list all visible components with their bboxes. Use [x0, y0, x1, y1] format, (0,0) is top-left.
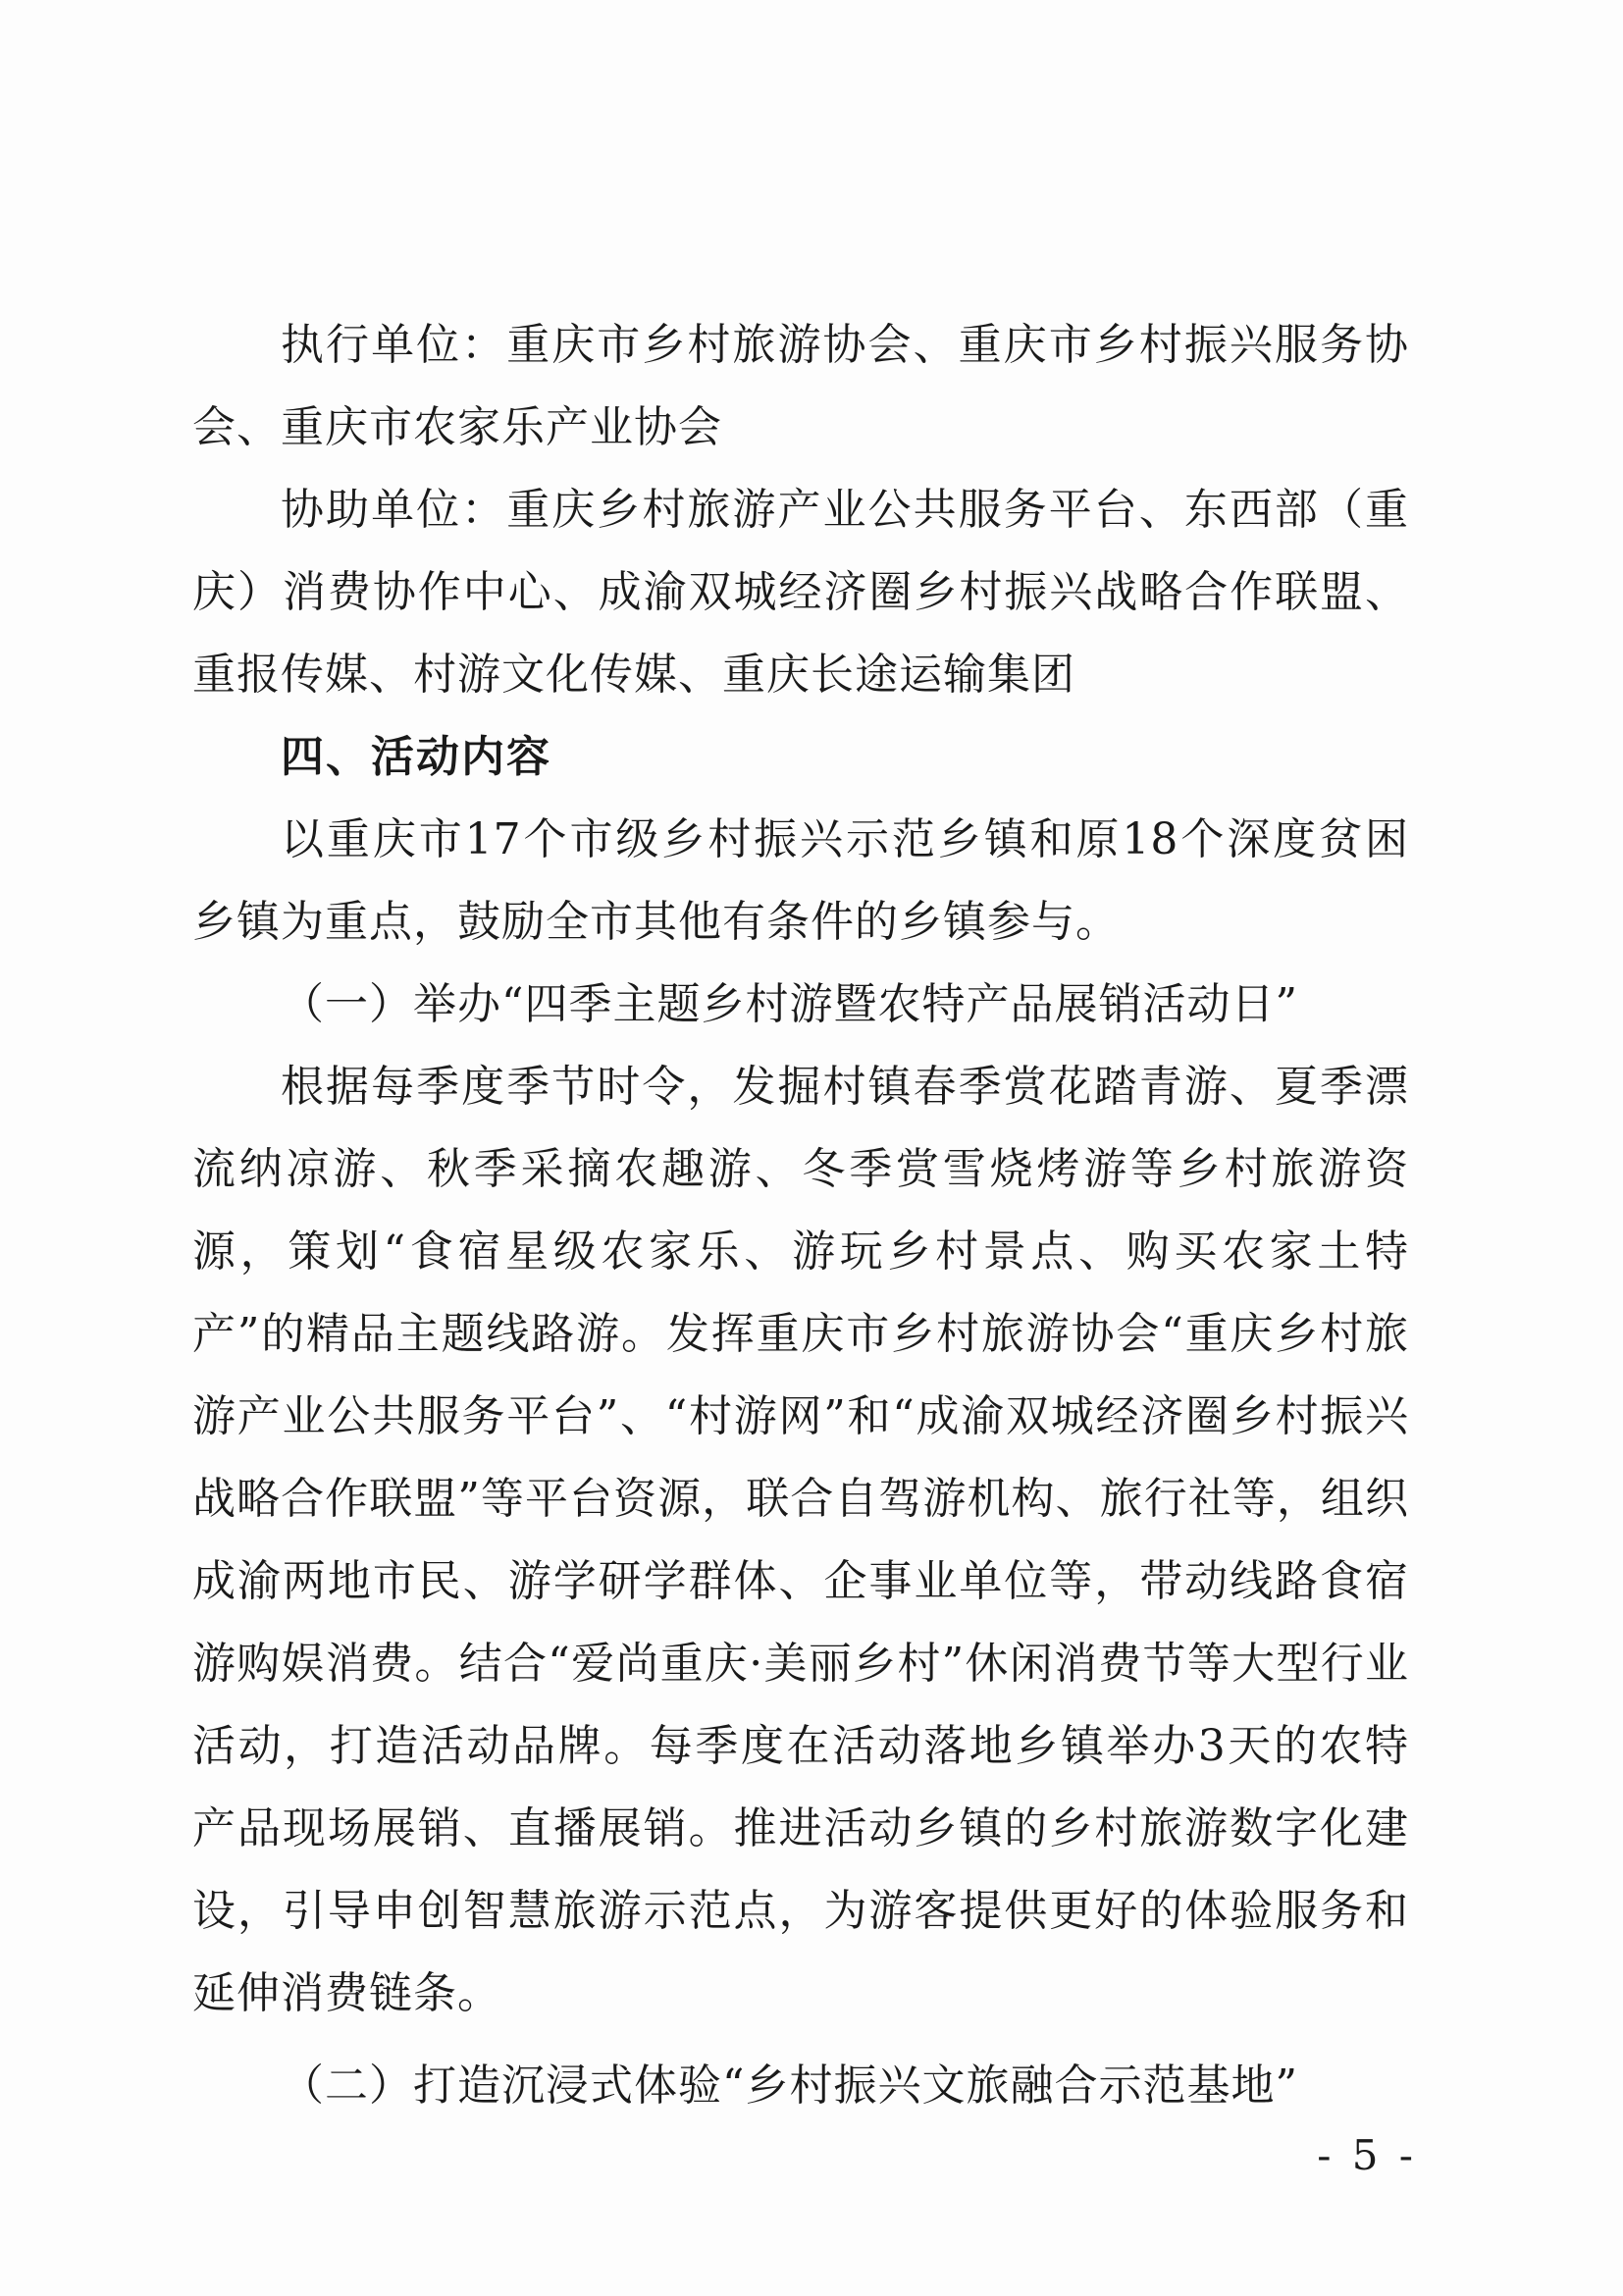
- subsection-heading-1: （一）举办“四季主题乡村游暨农特产品展销活动日”: [281, 979, 1298, 1029]
- subsection-heading-2: （二）打造沉浸式体验“乡村振兴文旅融合示范基地”: [281, 2061, 1298, 2111]
- assisting-units-paragraph: 协助单位：重庆乡村旅游产业公共服务平台、东西部（重庆）消费协作中心、成渝双城经济圈乡村振兴战略合作联盟、重报传媒、村游文化传媒、重庆长途运输集团: [192, 485, 1409, 700]
- executing-units-paragraph: 执行单位：重庆市乡村旅游协会、重庆市乡村振兴服务协会、重庆市农家乐产业协会: [192, 320, 1409, 452]
- subsection-1-body: 根据每季度季节时令，发掘村镇春季赏花踏青游、夏季漂流纳凉游、秋季采摘农趣游、冬季赏雪烧烤游等乡村旅游资源，策划“食宿星级农家乐、游玩乡村景点、购买农家土特产”的精品主题线路游。发挥重庆市乡村旅游协会“重庆乡村旅游产业公共服务平台”、“村游网”和“成渝双城经济圈乡村振兴战略合作联盟”等平台资源，联合自驾游机构、旅行社等，组织成渝两地市民、游学研学群体、企事业单位等，带动线路食宿游购娱消费。结合“爱尚重庆·美丽乡村”休闲消费节等大型行业活动，打造活动品牌。每季度在活动落地乡镇举办3天的农特产品现场展销、直播展销。推进活动乡镇的乡村旅游数字化建设，引导申创智慧旅游示范点，为游客提供更好的体验服务和延伸消费链条。: [192, 1062, 1409, 2018]
- section-heading-activity-content: 四、活动内容: [281, 732, 551, 782]
- page-number: - 5 -: [1317, 2131, 1417, 2179]
- document-body: [192, 304, 1409, 2127]
- activity-scope-paragraph: 以重庆市17个市级乡村振兴示范乡镇和原18个深度贫困乡镇为重点，鼓励全市其他有条件的乡镇参与。: [192, 814, 1409, 947]
